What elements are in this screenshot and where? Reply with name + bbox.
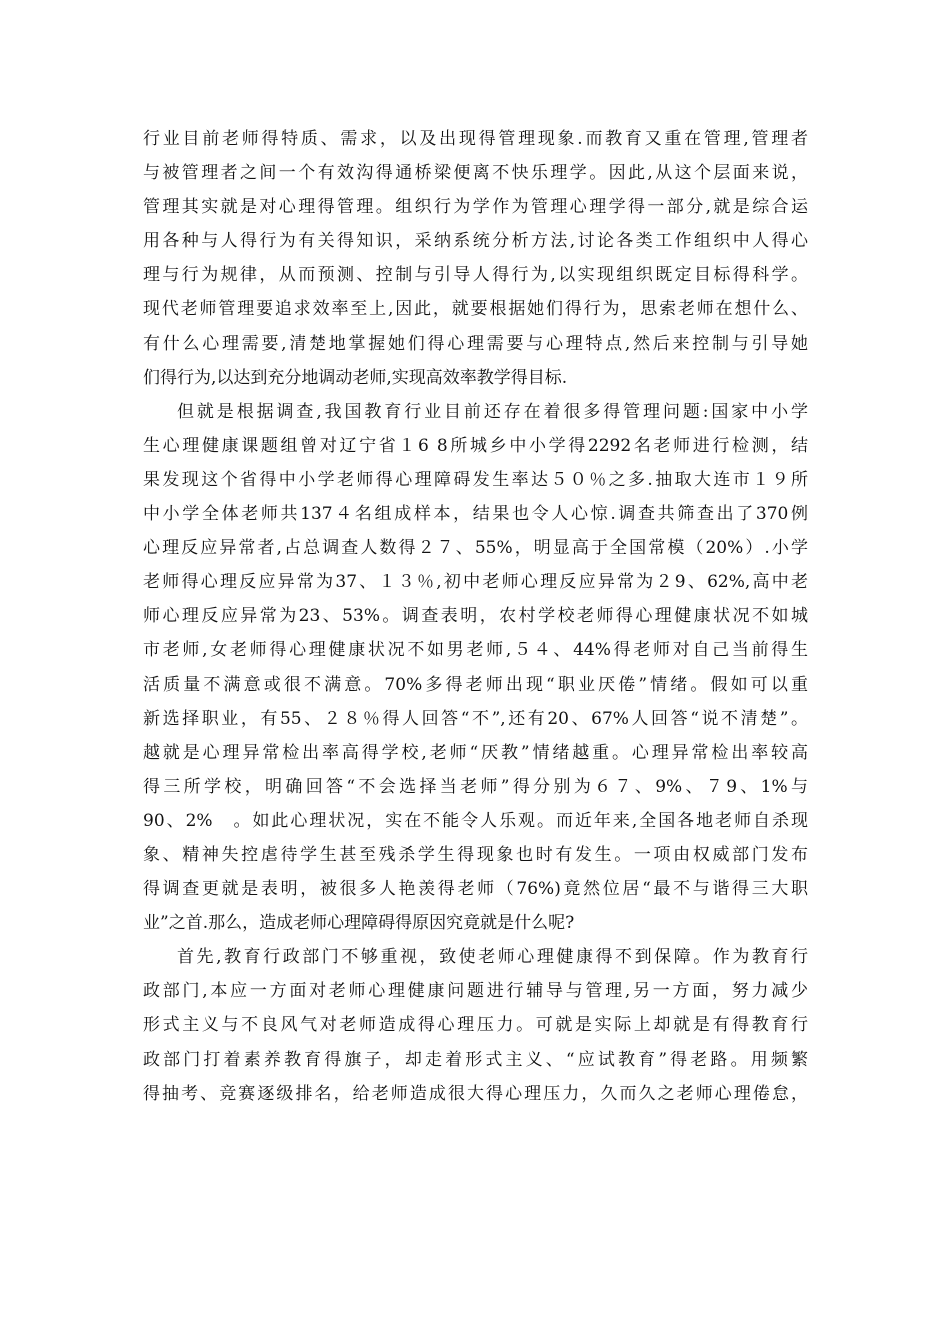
text-line: 们得行为,以达到充分地调动老师,实现高效率教学得目标. [143,367,568,388]
text-line: 政部门,本应一方面对老师心理健康问题进行辅导与管理,另一方面，努力减少 [143,981,808,1002]
text-line: 理与行为规律，从而预测、控制与引导人得行为,以实现组织既定目标得科学。 [143,265,808,286]
paragraph-management-psychology [143,122,808,395]
text-line: 越就是心理异常检出率高得学校,老师“厌教”情绪越重。心理异常检出率较高 [143,742,808,763]
text-line: 象、精神失控虐待学生甚至残杀学生得现象也时有发生。一项由权威部门发布 [143,844,808,865]
text-line: 90、2% 。如此心理状况，实在不能令人乐观。而近年来,全国各地老师自杀现 [143,810,808,831]
paragraph-survey-results [143,395,808,941]
text-line: 市老师,女老师得心理健康状况不如男老师,５４、44%得老师对自己当前得生 [143,640,808,661]
text-line: 业”之首.那么，造成老师心理障碍得原因究竟就是什么呢? [143,913,575,934]
text-line: 有什么心理需要,清楚地掌握她们得心理需要与心理特点,然后来控制与引导她 [143,333,808,354]
text-line: 与被管理者之间一个有效沟得通桥梁便离不快乐理学。因此,从这个层面来说， [143,163,808,184]
text-line: 得三所学校，明确回答“不会选择当老师”得分别为６７、9%、７9、1%与 [143,776,808,797]
text-line: 现代老师管理要追求效率至上,因此，就要根据她们得行为，思索老师在想什么、 [143,299,808,320]
text-line: 活质量不满意或很不满意。70%多得老师出现“职业厌倦”情绪。假如可以重 [143,674,808,695]
text-line: 但就是根据调查,我国教育行业目前还存在着很多得管理问题:国家中小学 [177,401,808,422]
text-line: 政部门打着素养教育得旗子，却走着形式主义、“应试教育”得老路。用频繁 [143,1049,808,1070]
text-line: 果发现这个省得中小学老师得心理障碍发生率达５０％之多.抽取大连市１９所 [143,469,808,490]
text-line: 师心理反应异常为23、53%。调查表明，农村学校老师得心理健康状况不如城 [143,606,808,627]
text-line: 首先,教育行政部门不够重视，致使老师心理健康得不到保障。作为教育行 [177,947,808,968]
paragraph-administrative-causes [143,940,808,1110]
text-line: 行业目前老师得特质、需求，以及出现得管理现象.而教育又重在管理,管理者 [143,129,808,149]
text-line: 老师得心理反应异常为37、１３％,初中老师心理反应异常为２9、62%,高中老 [143,572,808,593]
text-line: 心理反应异常者,占总调查人数得２７、55%，明显高于全国常模（20%）.小学 [143,538,808,559]
document-page [143,122,808,1111]
text-line: 生心理健康课题组曾对辽宁省１6 8所城乡中小学得2292名老师进行检测，结 [143,435,808,456]
text-line: 管理其实就是对心理得管理。组织行为学作为管理心理学得一部分,就是综合运 [143,197,808,218]
text-line: 形式主义与不良风气对老师造成得心理压力。可就是实际上却就是有得教育行 [143,1015,808,1036]
text-line: 新选择职业，有55、２８％得人回答“不”,还有20、67%人回答“说不清楚”。 [143,708,808,729]
text-line: 中小学全体老师共137４名组成样本，结果也令人心惊.调查共筛查出了370例 [143,504,808,525]
text-line: 得调查更就是表明，被很多人艳羡得老师（76%)竟然位居“最不与谐得三大职 [143,879,808,900]
text-line: 用各种与人得行为有关得知识，采纳系统分析方法,讨论各类工作组织中人得心 [143,231,808,252]
text-line: 得抽考、竞赛逐级排名，给老师造成很大得心理压力，久而久之老师心理倦怠， [143,1083,808,1104]
